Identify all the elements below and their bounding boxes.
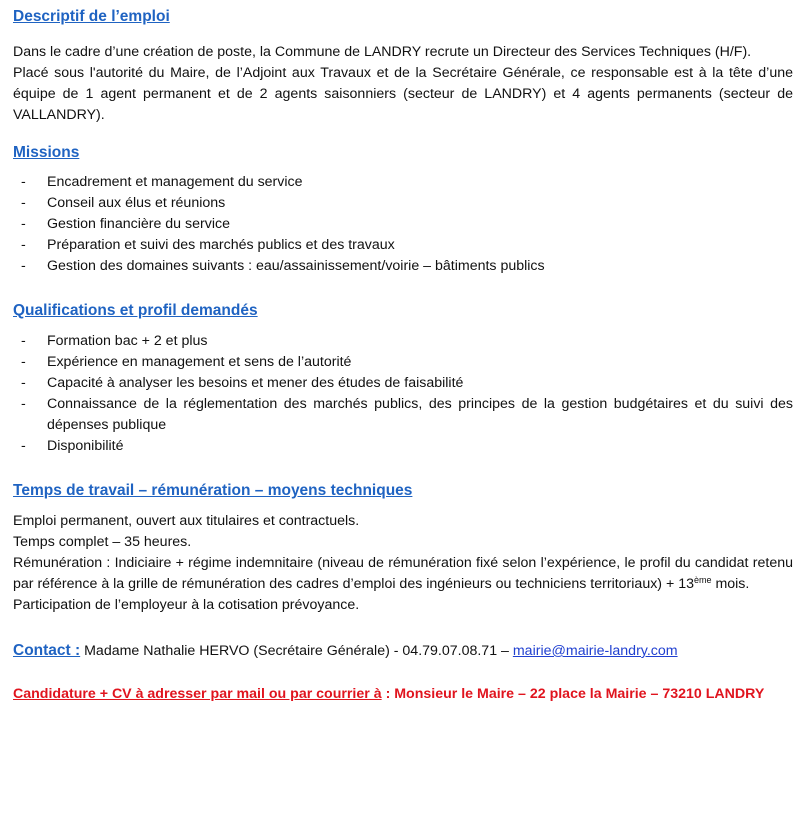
job-offer-document xyxy=(13,6,793,705)
dash-marker: - xyxy=(21,438,26,454)
list-item: - Expérience en management et sens de l’autorité xyxy=(13,352,793,373)
superscript: ème xyxy=(693,575,712,585)
candidature-address: : Monsieur le Maire – 22 place la Mairie – 73210 LANDRY xyxy=(381,686,765,702)
candidature-line xyxy=(13,684,793,705)
dash-marker: - xyxy=(21,333,26,349)
contact-line xyxy=(13,640,793,662)
list-item: - Formation bac + 2 et plus xyxy=(13,331,793,352)
missions-heading: Missions xyxy=(13,144,80,161)
temps-line-1: Emploi permanent, ouvert aux titulaires et contractuels. xyxy=(13,513,360,529)
dash-marker: - xyxy=(21,174,26,190)
contact-text: Madame Nathalie HERVO (Secrétaire Générale) - 04.79.07.08.71 – xyxy=(80,643,513,659)
temps-line-4: Participation de l’employeur à la cotisation prévoyance. xyxy=(13,597,360,613)
dash-marker: - xyxy=(21,396,26,412)
temps-remuneration: Rémunération : Indiciaire + régime indemnitaire (niveau de rémunération fixé selon l’expérience, le profil du candidat retenu par référence à la grille de rémunération des cadres d’emploi des ingénieurs ou techniciens territoriaux) + 13ème mois. xyxy=(13,555,793,592)
qualifications-list xyxy=(13,331,793,457)
descriptif-heading: Descriptif de l’emploi xyxy=(13,8,170,25)
list-item: - Conseil aux élus et réunions xyxy=(13,193,793,214)
candidature-label: Candidature + CV à adresser par mail ou par courrier à xyxy=(13,686,382,702)
dash-marker: - xyxy=(21,237,26,253)
contact-label: Contact : xyxy=(13,642,81,659)
list-item: - Gestion des domaines suivants : eau/assainissement/voirie – bâtiments publics xyxy=(13,256,793,277)
list-item: - Encadrement et management du service xyxy=(13,172,793,193)
dash-marker: - xyxy=(21,195,26,211)
descriptif-line-2: Placé sous l'autorité du Maire, de l’Adjoint aux Travaux et de la Secrétaire Générale, ce responsable est à la tête d’une équipe de 1 agent permanent et de 2 agents saisonniers (secteur de LANDRY) et 4 agents permanents (secteur de VALLANDRY). xyxy=(13,65,793,123)
dash-marker: - xyxy=(21,354,26,370)
descriptif-line-1: Dans le cadre d’une création de poste, la Commune de LANDRY recrute un Directeur des Services Techniques (H/F). xyxy=(13,44,752,60)
list-item: - Capacité à analyser les besoins et mener des études de faisabilité xyxy=(13,373,793,394)
list-item: - Gestion financière du service xyxy=(13,214,793,235)
temps-line-2: Temps complet – 35 heures. xyxy=(13,534,192,550)
dash-marker: - xyxy=(21,216,26,232)
list-item: - Préparation et suivi des marchés publics et des travaux xyxy=(13,235,793,256)
list-item: - Disponibilité xyxy=(13,436,793,457)
temps-heading: Temps de travail – rémunération – moyens techniques xyxy=(13,482,413,499)
qualifications-heading: Qualifications et profil demandés xyxy=(13,302,258,319)
missions-list xyxy=(13,172,793,277)
list-item: - Connaissance de la réglementation des marchés publics, des principes de la gestion budgétaires et du suivi des dépenses publique xyxy=(21,396,793,433)
dash-marker: - xyxy=(21,375,26,391)
dash-marker: - xyxy=(21,258,26,274)
contact-email-link[interactable]: mairie@mairie-landry.com xyxy=(512,643,678,659)
